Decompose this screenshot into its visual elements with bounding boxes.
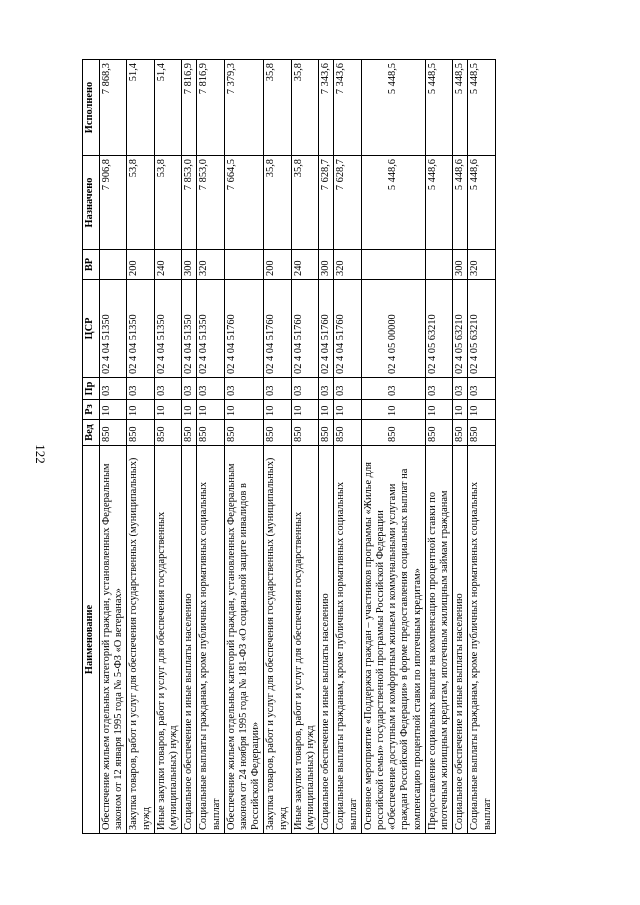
- cell-assigned: 7 853,0: [197, 156, 224, 250]
- cell-csr: 02 4 04 51760: [334, 280, 361, 378]
- cell-vr: [361, 250, 425, 280]
- cell-assigned: 35,8: [264, 156, 291, 250]
- cell-executed: 7 343,6: [334, 60, 361, 156]
- cell-ved: 850: [224, 420, 264, 446]
- cell-ved: 850: [453, 420, 468, 446]
- cell-name: Социальное обеспечение и иные выплаты населению: [319, 446, 334, 834]
- cell-csr: 02 4 04 51760: [224, 280, 264, 378]
- budget-table: [82, 59, 496, 834]
- cell-pr: 03: [361, 378, 425, 400]
- page-number: 122: [32, 444, 48, 464]
- cell-executed: 7 343,6: [319, 60, 334, 156]
- cell-ved: 850: [197, 420, 224, 446]
- cell-pr: 03: [127, 378, 154, 400]
- header-rz: Рз: [83, 400, 100, 420]
- cell-rz: 10: [291, 400, 318, 420]
- cell-rz: 10: [453, 400, 468, 420]
- cell-rz: 10: [100, 400, 127, 420]
- cell-ved: 850: [182, 420, 197, 446]
- cell-assigned: 7 628,7: [319, 156, 334, 250]
- cell-name: Социальные выплаты гражданам, кроме публичных нормативных социальных выплат: [468, 446, 495, 834]
- cell-vr: [100, 250, 127, 280]
- cell-csr: 02 4 04 51760: [291, 280, 318, 378]
- cell-name: Закупка товаров, работ и услуг для обеспечения государственных (муниципальных) нужд: [264, 446, 291, 834]
- table-row: [319, 60, 334, 834]
- cell-executed: 7 379,3: [224, 60, 264, 156]
- cell-executed: 7 868,3: [100, 60, 127, 156]
- table-row: [182, 60, 197, 834]
- cell-rz: 10: [154, 400, 181, 420]
- cell-vr: 300: [319, 250, 334, 280]
- header-csr: ЦСР: [83, 280, 100, 378]
- cell-rz: 10: [224, 400, 264, 420]
- cell-vr: [425, 250, 452, 280]
- cell-assigned: 35,8: [291, 156, 318, 250]
- cell-executed: 35,8: [291, 60, 318, 156]
- header-executed: Исполнено: [83, 60, 100, 156]
- cell-name: Обеспечение жильем отдельных категорий граждан, установленных Федеральным законом от 24 ноября 1995 года № 181-ФЗ «О социальной защите инвалидов в Российской Федерации»: [224, 446, 264, 834]
- table-row: [224, 60, 264, 834]
- table-row: [361, 60, 425, 834]
- cell-csr: 02 4 04 51350: [154, 280, 181, 378]
- cell-vr: 320: [334, 250, 361, 280]
- cell-assigned: 7 853,0: [182, 156, 197, 250]
- cell-rz: 10: [361, 400, 425, 420]
- cell-ved: 850: [154, 420, 181, 446]
- cell-name: Иные закупки товаров, работ и услуг для обеспечения государственных (муниципальных) нужд: [154, 446, 181, 834]
- cell-rz: 10: [319, 400, 334, 420]
- cell-executed: 5 448,5: [361, 60, 425, 156]
- table-body: [100, 60, 496, 834]
- cell-executed: 5 448,5: [468, 60, 495, 156]
- cell-pr: 03: [100, 378, 127, 400]
- cell-csr: 02 4 04 51350: [100, 280, 127, 378]
- cell-assigned: 7 664,5: [224, 156, 264, 250]
- cell-name: Закупка товаров, работ и услуг для обеспечения государственных (муниципальных) нужд: [127, 446, 154, 834]
- cell-name: Основное мероприятие «Поддержка граждан – участников программы «Жилье для российской семьи» государственной программы Российской Федерации «Обеспечение доступным и комфортным жильем и коммунальными услугами граждан Российской Федерации» в форме предоставления социальных выплат на компенсацию процентной ставки по ипотечным кредитам»: [361, 446, 425, 834]
- cell-executed: 7 816,9: [197, 60, 224, 156]
- cell-rz: 10: [197, 400, 224, 420]
- cell-vr: 200: [264, 250, 291, 280]
- cell-executed: 5 448,5: [453, 60, 468, 156]
- cell-ved: 850: [334, 420, 361, 446]
- cell-executed: 5 448,5: [425, 60, 452, 156]
- cell-vr: 300: [182, 250, 197, 280]
- cell-vr: 200: [127, 250, 154, 280]
- cell-name: Социальное обеспечение и иные выплаты населению: [182, 446, 197, 834]
- cell-csr: 02 4 05 63210: [425, 280, 452, 378]
- cell-csr: 02 4 05 00000: [361, 280, 425, 378]
- cell-assigned: 5 448,6: [425, 156, 452, 250]
- cell-csr: 02 4 04 51760: [264, 280, 291, 378]
- cell-assigned: 7 628,7: [334, 156, 361, 250]
- cell-rz: 10: [334, 400, 361, 420]
- cell-assigned: 53,8: [154, 156, 181, 250]
- cell-assigned: 53,8: [127, 156, 154, 250]
- cell-ved: 850: [291, 420, 318, 446]
- cell-ved: 850: [361, 420, 425, 446]
- cell-executed: 51,4: [154, 60, 181, 156]
- header-vr: ВР: [83, 250, 100, 280]
- cell-executed: 35,8: [264, 60, 291, 156]
- cell-assigned: 7 906,8: [100, 156, 127, 250]
- cell-pr: 03: [334, 378, 361, 400]
- cell-vr: 240: [154, 250, 181, 280]
- cell-ved: 850: [425, 420, 452, 446]
- table-row: [154, 60, 181, 834]
- table-row: [127, 60, 154, 834]
- header-row: [83, 60, 100, 834]
- cell-ved: 850: [127, 420, 154, 446]
- header-pr: Пр: [83, 378, 100, 400]
- cell-ved: 850: [468, 420, 495, 446]
- cell-csr: 02 4 05 63210: [468, 280, 495, 378]
- cell-pr: 03: [264, 378, 291, 400]
- cell-pr: 03: [425, 378, 452, 400]
- cell-pr: 03: [154, 378, 181, 400]
- cell-csr: 02 4 04 51350: [127, 280, 154, 378]
- cell-csr: 02 4 04 51350: [182, 280, 197, 378]
- cell-rz: 10: [425, 400, 452, 420]
- cell-name: Иные закупки товаров, работ и услуг для обеспечения государственных (муниципальных) нужд: [291, 446, 318, 834]
- cell-executed: 7 816,9: [182, 60, 197, 156]
- cell-pr: 03: [291, 378, 318, 400]
- cell-pr: 03: [224, 378, 264, 400]
- cell-assigned: 5 448,6: [453, 156, 468, 250]
- table-header: [83, 60, 100, 834]
- cell-csr: 02 4 05 63210: [453, 280, 468, 378]
- table-row: [197, 60, 224, 834]
- cell-name: Социальные выплаты гражданам, кроме публичных нормативных социальных выплат: [197, 446, 224, 834]
- header-name: Наименование: [83, 446, 100, 834]
- cell-csr: 02 4 04 51760: [319, 280, 334, 378]
- cell-name: Предоставление социальных выплат на компенсацию процентной ставки по ипотечным жилищным кредитам, ипотечным жилищным займам гражданам: [425, 446, 452, 834]
- cell-vr: [224, 250, 264, 280]
- cell-assigned: 5 448,6: [468, 156, 495, 250]
- header-assigned: Назначено: [83, 156, 100, 250]
- cell-rz: 10: [127, 400, 154, 420]
- cell-ved: 850: [264, 420, 291, 446]
- cell-pr: 03: [319, 378, 334, 400]
- cell-ved: 850: [319, 420, 334, 446]
- cell-rz: 10: [182, 400, 197, 420]
- cell-csr: 02 4 04 51350: [197, 280, 224, 378]
- rotated-table-container: [82, 60, 558, 834]
- cell-name: Социальное обеспечение и иные выплаты населению: [453, 446, 468, 834]
- table-row: [468, 60, 495, 834]
- cell-vr: 320: [468, 250, 495, 280]
- header-ved: Вед: [83, 420, 100, 446]
- cell-ved: 850: [100, 420, 127, 446]
- cell-vr: 300: [453, 250, 468, 280]
- cell-vr: 240: [291, 250, 318, 280]
- cell-assigned: 5 448,6: [361, 156, 425, 250]
- cell-name: Обеспечение жильем отдельных категорий граждан, установленных Федеральным законом от 12 января 1995 года № 5-ФЗ «О ветеранах»: [100, 446, 127, 834]
- cell-pr: 03: [197, 378, 224, 400]
- table-row: [100, 60, 127, 834]
- cell-vr: 320: [197, 250, 224, 280]
- cell-rz: 10: [264, 400, 291, 420]
- cell-pr: 03: [182, 378, 197, 400]
- cell-executed: 51,4: [127, 60, 154, 156]
- cell-name: Социальные выплаты гражданам, кроме публичных нормативных социальных выплат: [334, 446, 361, 834]
- table-row: [453, 60, 468, 834]
- table-row: [425, 60, 452, 834]
- cell-rz: 10: [468, 400, 495, 420]
- table-row: [291, 60, 318, 834]
- table-row: [334, 60, 361, 834]
- cell-pr: 03: [468, 378, 495, 400]
- table-row: [264, 60, 291, 834]
- cell-pr: 03: [453, 378, 468, 400]
